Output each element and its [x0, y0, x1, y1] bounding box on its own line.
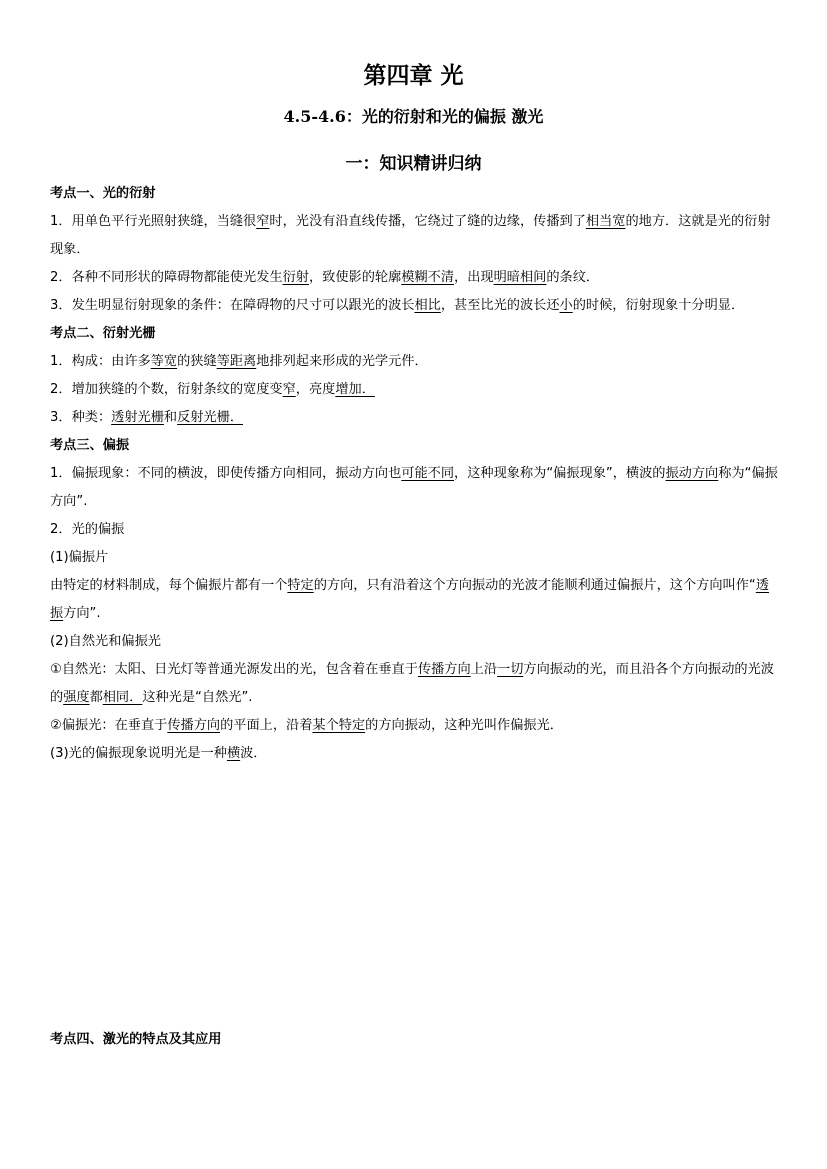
- paragraph: ②偏振光：在垂直于传播方向的平面上，沿着某个特定的方向振动，这种光叫作偏振光．: [50, 718, 563, 733]
- topic-heading-4: 考点四、激光的特点及其应用: [50, 1032, 222, 1047]
- topic-heading-2: 考点二、衍射光栅: [50, 326, 156, 341]
- lesson-subtitle: 4.5-4.6：光的衍射和光的偏振 激光: [283, 107, 544, 126]
- paragraph: 1．用单色平行光照射狭缝，当缝很窄时，光没有沿直线传播，它绕过了缝的边缘，传播到了相当宽的地方．这就是光的衍射现象．: [50, 214, 771, 257]
- paragraph: 3．发生明显衍射现象的条件：在障碍物的尺寸可以跟光的波长相比，甚至比光的波长还小的时候，衍射现象十分明显．: [50, 298, 745, 313]
- chapter-title: 第四章 光: [363, 62, 464, 89]
- document-body: [50, 180, 780, 768]
- paragraph: (2)自然光和偏振光: [50, 634, 161, 649]
- paragraph: 2．增加狭缝的个数，衍射条纹的宽度变窄，亮度增加．: [50, 382, 375, 397]
- paragraph: 1．偏振现象：不同的横波，即使传播方向相同，振动方向也可能不同，这种现象称为“偏振现象”，横波的振动方向称为“偏振方向”.: [50, 466, 778, 509]
- paragraph: 2．光的偏振: [50, 522, 125, 537]
- paragraph: ①自然光：太阳、日光灯等普通光源发出的光，包含着在垂直于传播方向上沿一切方向振动的光，而且沿各个方向振动的光波的强度都相同．这种光是“自然光”.: [50, 662, 774, 705]
- paragraph: (3)光的偏振现象说明光是一种横波．: [50, 746, 267, 761]
- topic-heading-1: 考点一、光的衍射: [50, 186, 156, 201]
- paragraph: 2．各种不同形状的障碍物都能使光发生衍射，致使影的轮廓模糊不清，出现明暗相间的条纹．: [50, 270, 600, 285]
- paragraph: 由特定的材料制成，每个偏振片都有一个特定的方向，只有沿着这个方向振动的光波才能顺利通过偏振片，这个方向叫作“透振方向”.: [50, 578, 769, 621]
- paragraph: 3．种类：透射光栅和反射光栅．: [50, 410, 244, 425]
- paragraph: 1．构成：由许多等宽的狭缝等距离地排列起来形成的光学元件．: [50, 354, 428, 369]
- topic-heading-3: 考点三、偏振: [50, 438, 130, 453]
- paragraph: (1)偏振片: [50, 550, 109, 565]
- section-title: 一：知识精讲归纳: [345, 154, 482, 174]
